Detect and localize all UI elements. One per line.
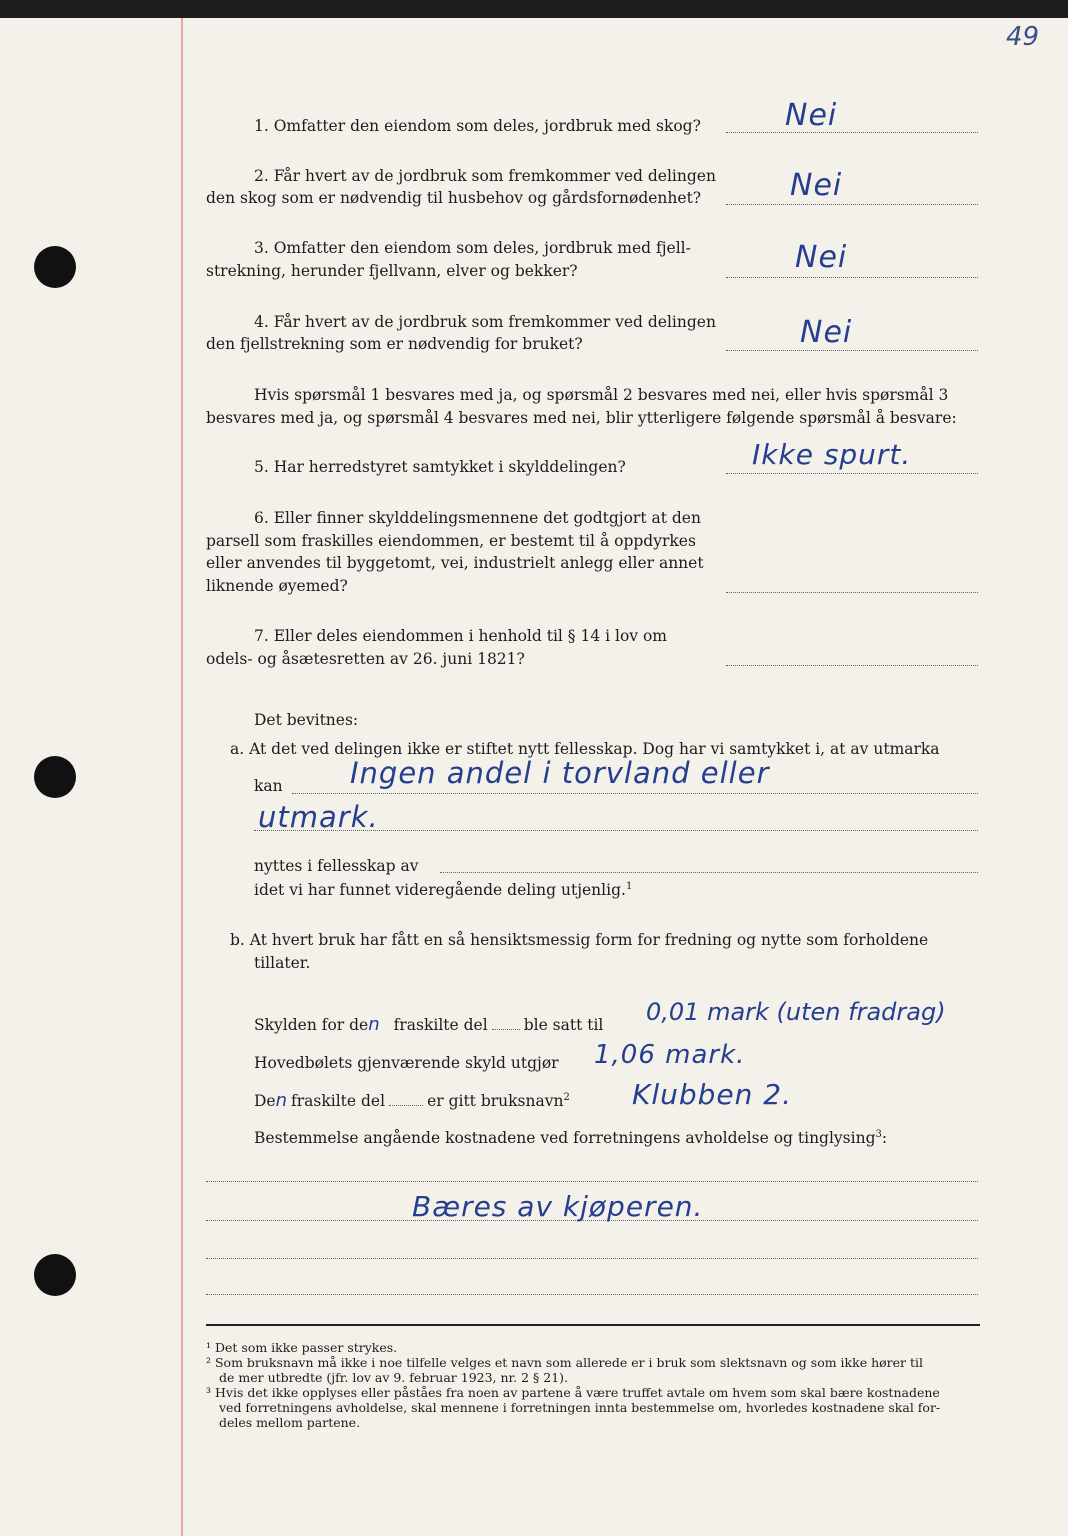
footnote-ref: 1 bbox=[625, 880, 633, 892]
footnote-2-line-2: de mer utbredte (jfr. lov av 9. februar 1923, nr. 2 § 21). bbox=[219, 1370, 569, 1385]
answer-1: Nei bbox=[785, 98, 838, 133]
skyld-label: ble satt til bbox=[523, 1016, 604, 1034]
question-4-line-1: 4. Får hvert av de jordbruk som fremkommer ved delingen bbox=[254, 313, 716, 331]
skyld-label: fraskilte del bbox=[291, 1092, 386, 1110]
fill-line bbox=[440, 872, 978, 873]
handwritten-hovedbol: 1,06 mark. bbox=[594, 1040, 746, 1070]
question-1: 1. Omfatter den eiendom som deles, jordbruk med skog? bbox=[254, 117, 701, 135]
handwritten-cost: Bæres av kjøperen. bbox=[412, 1190, 704, 1223]
page-number: 49 bbox=[1006, 22, 1040, 52]
scan-top-edge bbox=[0, 0, 1068, 18]
answer-2: Nei bbox=[790, 168, 843, 203]
question-6-line-3: eller anvendes til byggetomt, vei, industrielt anlegg eller annet bbox=[206, 554, 704, 572]
fill-line bbox=[206, 1258, 978, 1259]
footnote-3-line-2: ved forretningens avholdelse, skal mennene i forretningen innta bestemmelse om, hvorledes kostnadene skal for- bbox=[219, 1400, 941, 1415]
footnote-ref: 3 bbox=[875, 1128, 882, 1140]
question-2-line-1: 2. Får hvert av de jordbruk som fremkommer ved delingen bbox=[254, 167, 716, 185]
answer-line bbox=[726, 204, 978, 205]
punch-hole bbox=[34, 1254, 76, 1296]
skyld-label: De bbox=[254, 1092, 276, 1110]
handwritten-utmark-2: utmark. bbox=[258, 800, 379, 834]
footnote-ref: 2 bbox=[563, 1091, 570, 1103]
question-6-line-2: parsell som fraskilles eiendommen, er bestemt til å oppdyrkes bbox=[206, 532, 696, 550]
answer-4: Nei bbox=[800, 315, 853, 350]
answer-line bbox=[726, 473, 978, 474]
question-2-line-2: den skog som er nødvendig til husbehov og gårdsfornødenhet? bbox=[206, 189, 702, 207]
skyld-line-4 bbox=[254, 1127, 887, 1149]
skyld-line-1 bbox=[254, 1014, 603, 1036]
attestation-heading: Det bevitnes: bbox=[254, 711, 359, 729]
question-4-line-2: den fjellstrekning som er nødvendig for bruket? bbox=[206, 335, 583, 353]
conditional-text-line-1: Hvis spørsmål 1 besvares med ja, og spørsmål 2 besvares med nei, eller hvis spørsmål 3 bbox=[254, 386, 949, 404]
footnote-3-line-3: deles mellom partene. bbox=[219, 1415, 361, 1430]
handwritten-skyld: 0,01 mark (uten fradrag) bbox=[646, 998, 946, 1026]
answer-line bbox=[726, 592, 978, 593]
punch-hole bbox=[34, 246, 76, 288]
skyld-label: Skylden for de bbox=[254, 1016, 369, 1034]
punch-hole bbox=[34, 756, 76, 798]
question-7-line-2: odels- og åsætesretten av 26. juni 1821? bbox=[206, 650, 525, 668]
question-3-line-1: 3. Omfatter den eiendom som deles, jordbruk med fjell- bbox=[254, 239, 691, 257]
handwritten-n: n bbox=[275, 1090, 288, 1111]
attestation-b-line-2: tillater. bbox=[254, 954, 311, 972]
skyld-line-2: Hovedbølets gjenværende skyld utgjør bbox=[254, 1054, 559, 1072]
attestation-a-idet-text: idet vi har funnet videregående deling utjenlig. bbox=[254, 881, 626, 899]
attestation-a-idet bbox=[254, 879, 632, 901]
attestation-a-line-1: a. At det ved delingen ikke er stiftet nytt fellesskap. Dog har vi samtykket i, at av utmarka bbox=[230, 740, 940, 758]
question-6-line-4: liknende øyemed? bbox=[206, 577, 348, 595]
attestation-a-kan: kan bbox=[254, 777, 283, 795]
answer-line bbox=[726, 665, 978, 666]
footnote-3-line-1: ³ Hvis det ikke opplyses eller påståes fra noen av partene å være truffet avtale om hvem som skal bære kostnadene bbox=[206, 1385, 940, 1400]
answer-line bbox=[726, 350, 978, 351]
question-6-line-1: 6. Eller finner skylddelingsmennene det godtgjort at den bbox=[254, 509, 701, 527]
handwritten-n: n bbox=[368, 1014, 380, 1035]
conditional-text-line-2: besvares med ja, og spørsmål 4 besvares med nei, blir ytterligere følgende spørsmål å besvare: bbox=[206, 409, 957, 427]
footnote-1: ¹ Det som ikke passer strykes. bbox=[206, 1340, 398, 1355]
cost-colon: : bbox=[881, 1129, 888, 1147]
cost-label: Bestemmelse angående kostnadene ved forretningens avholdelse og tinglysing bbox=[254, 1129, 876, 1147]
footnote-2-line-1: ² Som bruksnavn må ikke i noe tilfelle velges et navn som allerede er i bruk som slektsnavn og som ikke hører til bbox=[206, 1355, 923, 1370]
fill-line bbox=[292, 793, 978, 794]
answer-5: Ikke spurt. bbox=[752, 438, 912, 471]
footnote-rule bbox=[206, 1324, 980, 1326]
attestation-a-nyttes: nyttes i fellesskap av bbox=[254, 857, 419, 875]
skyld-label: fraskilte del bbox=[393, 1016, 488, 1034]
skyld-label: er gitt bruksnavn bbox=[427, 1092, 564, 1110]
attestation-b-line-1: b. At hvert bruk har fått en så hensiktsmessig form for fredning og nytte som forholdene bbox=[230, 931, 929, 949]
question-7-line-1: 7. Eller deles eiendommen i henhold til § 14 i lov om bbox=[254, 627, 668, 645]
question-3-line-2: strekning, herunder fjellvann, elver og bekker? bbox=[206, 262, 578, 280]
margin-line bbox=[181, 18, 183, 1536]
answer-3: Nei bbox=[795, 240, 848, 275]
answer-line bbox=[726, 132, 978, 133]
handwritten-utmark-1: Ingen andel i torvland eller bbox=[350, 756, 770, 790]
answer-line bbox=[726, 277, 978, 278]
skyld-line-3 bbox=[254, 1090, 570, 1112]
question-5: 5. Har herredstyret samtykket i skylddelingen? bbox=[254, 458, 626, 476]
handwritten-bruksnavn: Klubben 2. bbox=[632, 1078, 793, 1111]
fill-line bbox=[206, 1181, 978, 1182]
fill-line bbox=[206, 1294, 978, 1295]
